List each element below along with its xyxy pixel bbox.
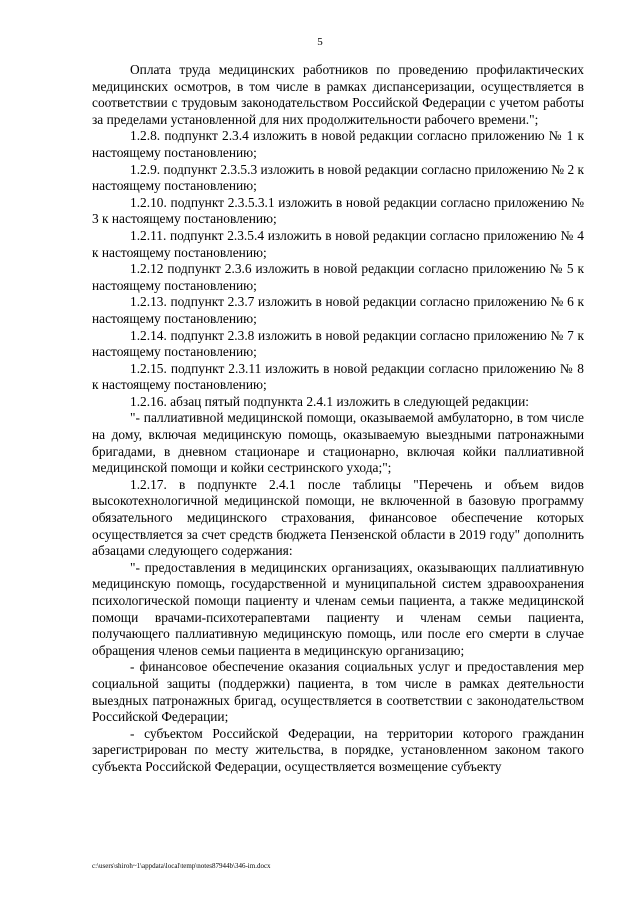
paragraph-1-2-13: 1.2.13. подпункт 2.3.7 изложить в новой редакции согласно приложению № 6 к настоящему постановлению; [92, 294, 584, 326]
paragraph-psychological-help: "- предоставления в медицинских организациях, оказывающих паллиативную медицинскую помощь, государственной и муниципальной систем здравоохранения психологической помощи пациенту и членам семьи пациента, а также медицинской помощи врачами-психотерапевтами пациенту и членам семьи пациента, получающего паллиативную медицинскую помощь, или после его смерти в случае обращения членов семьи пациента в медицинскую организацию; [92, 559, 584, 658]
footer-file-path: c:\users\shiroh~1\appdata\local\temp\notes87944b\346-im.docx [92, 862, 271, 870]
paragraph-1-2-15: 1.2.15. подпункт 2.3.11 изложить в новой редакции согласно приложению № 8 к настоящему постановлению; [92, 360, 584, 393]
paragraph-1-2-10: 1.2.10. подпункт 2.3.5.3.1 изложить в новой редакции согласно приложению № 3 к настоящему постановлению; [92, 194, 584, 227]
document-body [92, 62, 584, 776]
paragraph-1-2-14: 1.2.14. подпункт 2.3.8 изложить в новой редакции согласно приложению № 7 к настоящему постановлению; [92, 327, 584, 360]
page-number: 5 [317, 36, 323, 48]
paragraph-social-services: - финансовое обеспечение оказания социальных услуг и предоставления мер социальной защиты (поддержки) пациента, в том числе в рамках деятельности выездных патронажных бригад, осуществляется в соответствии с законодательством Российской Федерации; [92, 659, 584, 725]
paragraph-payment: Оплата труда медицинских работников по проведению профилактических медицинских осмотров, в том числе в рамках диспансеризации, осуществляется в соответствии с трудовым законодательством Российской Федерации с учетом работы за пределами установленной для них продолжительности рабочего времени."; [92, 62, 584, 127]
paragraph-1-2-8: 1.2.8. подпункт 2.3.4 изложить в новой редакции согласно приложению № 1 к настоящему постановлению; [92, 128, 584, 160]
paragraph-1-2-9: 1.2.9. подпункт 2.3.5.3 изложить в новой редакции согласно приложению № 2 к настоящему постановлению; [92, 161, 584, 194]
paragraph-1-2-12: 1.2.12 подпункт 2.3.6 изложить в новой редакции согласно приложению № 5 к настоящему постановлению; [92, 261, 584, 293]
paragraph-palliative-care: "- паллиативной медицинской помощи, оказываемой амбулаторно, в том числе на дому, включая медицинскую помощь, оказываемую выездными патронажными бригадами, в дневном стационаре и стационарно, включая койки паллиативной медицинской помощи и койки сестринского ухода;"; [92, 410, 584, 476]
paragraph-reimbursement: - субъектом Российской Федерации, на территории которого гражданин зарегистрирован по месту жительства, в порядке, установленном законом такого субъекта Российской Федерации, осуществляется возмещение субъекту [92, 725, 584, 774]
paragraph-1-2-16: 1.2.16. абзац пятый подпункта 2.4.1 изложить в следующей редакции: [130, 393, 529, 409]
paragraph-1-2-11: 1.2.11. подпункт 2.3.5.4 изложить в новой редакции согласно приложению № 4 к настоящему постановлению; [92, 227, 584, 260]
paragraph-1-2-17: 1.2.17. в подпункте 2.4.1 после таблицы "Перечень и объем видов высокотехнологичной медицинской помощи, не включенной в базовую программу обязательного медицинского страхования, финансовое обеспечение которых осуществляется за счет средств бюджета Пензенской области в 2019 году" дополнить абзацами следующего содержания: [92, 476, 584, 559]
